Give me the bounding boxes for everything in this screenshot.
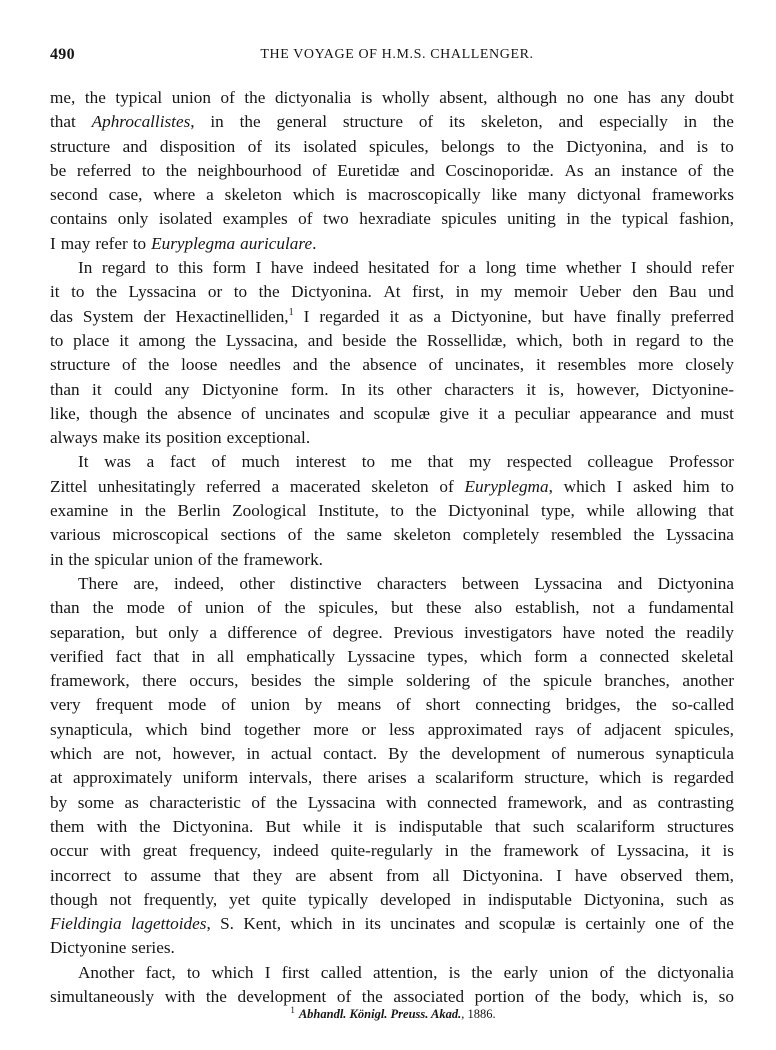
text-line: occur with great frequency, indeed quite-regularly in the framework of Lyssacina, it is (50, 841, 734, 861)
footnote-year: , 1886. (461, 1007, 496, 1021)
text-line: me, the typical union of the dictyonalia is wholly absent, although no one has any doubt (50, 88, 734, 107)
text-line: das System der Hexactinelliden,$^1$ I regarded it as a Dictyonine, but have finally preferred (50, 306, 734, 326)
text-line: them with the Dictyonina. But while it is indisputable that such scalariform structures (50, 816, 734, 836)
text-line: There are, indeed, other distinctive characters between Lyssacina and Dictyonina (78, 573, 734, 593)
text-line: by some as characteristic of the Lyssacina with connected framework, and as contrasting (50, 792, 734, 812)
text-line: framework, there occurs, besides the simple soldering of the spicule branches, another (50, 671, 734, 691)
body-text (50, 86, 734, 1009)
text-line: than it could any Dictyonine form. In its other characters it is, however, Dictyonine- (50, 379, 734, 399)
text-line: verified fact that in all emphatically Lyssacine types, which form a connected skeletal (50, 646, 734, 666)
text-line: various microscopical sections of the same skeleton completely resembled the Lyssacina (50, 525, 734, 545)
text-line: Zittel unhesitatingly referred a macerated skeleton of Euryplegma, which I asked him to (50, 476, 734, 496)
text-line: second case, where a skeleton which is macroscopically like many dictyonal frameworks (50, 185, 734, 205)
text-line: than the mode of union of the spicules, but these also establish, not a fundamental (50, 598, 734, 618)
text-line: be referred to the neighbourhood of Euretidæ and Coscinoporidæ. As an instance of the (50, 160, 734, 180)
text-line: separation, but only a difference of degree. Previous investigators have noted the readily (50, 622, 734, 642)
footnote-ref: 1 (288, 306, 294, 318)
footnote-source: Abhandl. Königl. Preuss. Akad. (298, 1007, 462, 1021)
text-line: simultaneously with the development of the associated portion of the body, which is, so (50, 986, 734, 1006)
text-line: examine in the Berlin Zoological Institute, to the Dictyoninal type, while allowing that (50, 501, 734, 521)
text-line: incorrect to assume that they are absent from all Dictyonina. I have observed them, (50, 865, 734, 885)
text-line: to place it among the Lyssacina, and beside the Rossellidæ, which, both in regard to the (50, 330, 734, 350)
text-line: at approximately uniform intervals, there arises a scalariform structure, which is regarded (50, 768, 734, 788)
text-line: very frequent mode of union by means of short connecting bridges, the so-called (50, 695, 734, 715)
text-line: It was a fact of much interest to me that my respected colleague Professor (78, 452, 734, 472)
page-number: 490 (50, 46, 75, 63)
footnote-mark: 1 (290, 1005, 295, 1015)
text-line: synapticula, which bind together more or less approximated rays of adjacent spicules, (50, 719, 734, 739)
text-line: structure and disposition of its isolated spicules, belongs to the Dictyonina, and is to (50, 136, 734, 156)
text-line: structure of the loose needles and the absence of uncinates, it resembles more closely (50, 355, 734, 375)
text-line: contains only isolated examples of two hexradiate spicules uniting in the typical fashion, (50, 209, 734, 229)
text-line: in the spicular union of the framework. (50, 549, 323, 569)
text-line: like, though the absence of uncinates and scopulæ give it a peculiar appearance and must (50, 403, 734, 423)
text-line: Dictyonine series. (50, 938, 175, 958)
text-line: Fieldingia lagettoides, S. Kent, which in its uncinates and scopulæ is certainly one of the (50, 914, 734, 934)
text-line: that Aphrocallistes, in the general structure of its skeleton, and especially in the (50, 112, 734, 132)
running-head (50, 46, 734, 68)
text-line: it to the Lyssacina or to the Dictyonina. At first, in my memoir Ueber den Bau und (50, 282, 734, 302)
text-line: which are not, however, in actual contact. By the development of numerous synapticula (50, 744, 734, 764)
text-line: In regard to this form I have indeed hesitated for a long time whether I should refer (78, 258, 734, 278)
text-line: Another fact, to which I first called attention, is the early union of the dictyonalia (78, 962, 734, 982)
text-line: though not frequently, yet quite typically developed in indisputable Dictyonina, such as (50, 889, 734, 909)
text-line: always make its position exceptional. (50, 428, 311, 448)
running-title: THE VOYAGE OF H.M.S. CHALLENGER. (260, 47, 534, 62)
text-line: I may refer to Euryplegma auriculare. (50, 233, 317, 253)
footnote (0, 1005, 776, 1022)
